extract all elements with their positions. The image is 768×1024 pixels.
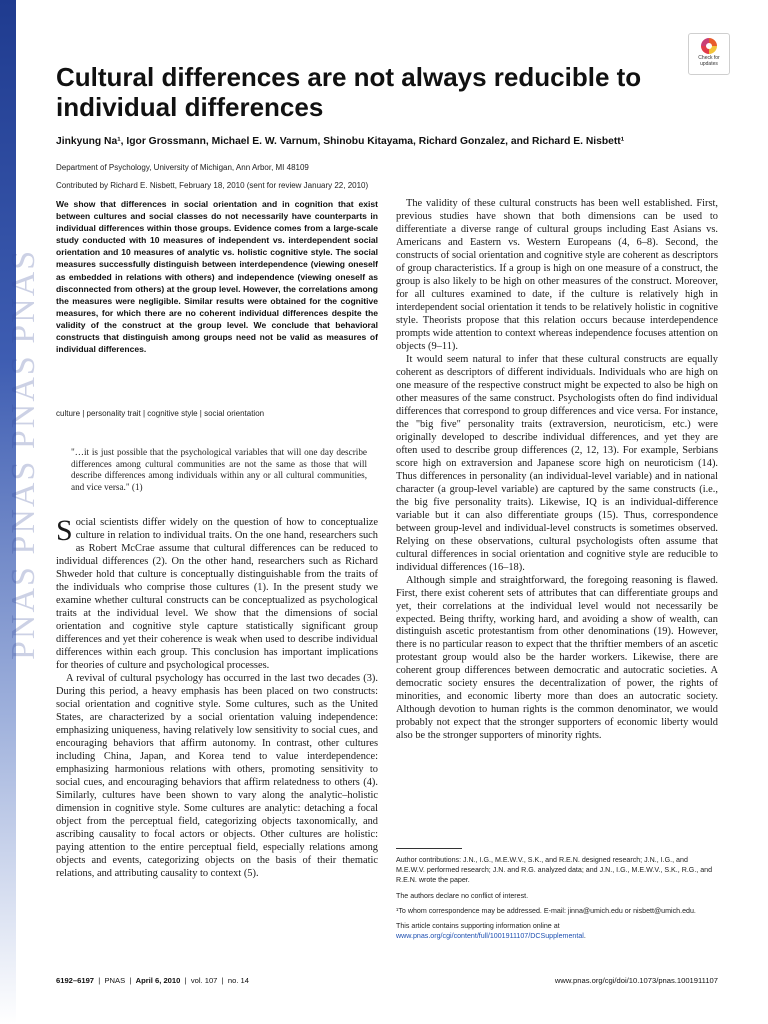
- footnote-divider: [396, 848, 462, 849]
- footer-pages: 6192–6197: [56, 976, 95, 985]
- footnote-contributions: Author contributions: J.N., I.G., M.E.W.V., S.K., and R.E.N. designed research; J.N., I.G., and M.E.W.V. performed research; J.N. and R.G. analyzed data; and J.N., I.G., M.E.W.V., S.K., R.G., and R.E.N. wrote the paper.: [396, 856, 713, 885]
- body-paragraph-3: The validity of these cultural constructs has been well established. First, previous studies have shown that both dimensions can be used to differentiate a diverse range of cultural groups including East Asians vs. Americans and Eastern vs. Western Europeans (4, 6–8). Second, the constructs of social orientation and cognitive style are coherent as descriptors of group characteristics. If a group is high on one measure of a construct, the group is also likely to be high on other measures of the construct. Moreover, for all cultures examined to date, if the culture is relatively high in interdependent social orientation it tends to be relatively holistic in cognitive style. Theorists propose that this relation occurs because interdependence prompts wide attention to context whereas independence focuses attention on objects (9–11).: [396, 198, 719, 352]
- body-paragraph-5: Although simple and straightforward, the foregoing reasoning is flawed. First, there exist coherent sets of attributes that can differentiate groups and yet, their correlations at the individual level would not necessarily be expected. Being thrifty, working hard, and avoiding a show of wealth, can distinguish ascetic protestantism from other denominations (19). However, there is no particular reason to expect that the thriftier members of an ascetic protestant group would also be the harder workers. Likewise, there are coherent group differences between democratic and autocratic societies. A democratic society ensures the decentralization of power, the rights of minorities, and economic liberty more than does an autocratic society. Although devotion to human rights is the common denominator, we would probably not expect that the stronger supporters of economic liberty would also be the stronger supporters of minority rights.: [396, 574, 718, 742]
- epigraph-quote: "…it is just possible that the psychological variables that will one day describe differences among cultural communities are not the same as those that will describe differences among individuals within any or all cultural communities, and vice versa." (1): [71, 447, 367, 492]
- contributed-by: Contributed by Richard E. Nisbett, February 18, 2010 (sent for review January 22, 2010): [56, 181, 369, 190]
- footer-journal: PNAS: [104, 976, 126, 985]
- footer-date: April 6, 2010: [135, 976, 181, 985]
- footnote-supporting: [396, 921, 718, 941]
- footer-doi-link[interactable]: www.pnas.org/cgi/doi/10.1073/pnas.1001911107: [554, 976, 718, 985]
- footer-volume: vol. 107: [190, 976, 218, 985]
- supporting-info-link[interactable]: www.pnas.org/cgi/content/full/1001911107/DCSupplemental: [396, 932, 584, 941]
- pnas-watermark: [1, 20, 47, 660]
- author-list: Jinkyung Na¹, Igor Grossmann, Michael E. W. Varnum, Shinobu Kitayama, Richard Gonzalez, and Richard E. Nisbett¹: [56, 136, 625, 147]
- supporting-suffix: .: [583, 932, 586, 941]
- body-left-column: [56, 514, 378, 881]
- footnote-correspondence: ¹To whom correspondence may be addressed. E-mail: jinna@umich.edu or nisbett@umich.edu.: [396, 906, 696, 915]
- affiliation: Department of Psychology, University of Michigan, Ann Arbor, MI 48109: [56, 163, 309, 172]
- supporting-prefix: This article contains supporting information online at: [396, 922, 560, 931]
- body-paragraph-2: A revival of cultural psychology has occurred in the last two decades (3). During this period, a heavy emphasis has been placed on two constructs: social orientation and cognitive style. Some cultures, such as the United States, are characterized by a social orientation valuing independence: emphasizing uniqueness, having relatively low sensitivity to social cues, and encouraging behaviors that affirm autonomy. In contrast, other cultures including China, Japan, and Korea tend to value interdependence: emphasizing harmonious relations with others, promoting sensitivity to social cues, and encouraging behaviors that affirm relatedness to others (4). Similarly, cultures have been shown to vary along the analytic–holistic dimension in cognitive style. Some cultures are analytic: detaching a focal object from the perceptual field, categorizing objects taxonomically, and ascribing causality to focal actors or objects. Other cultures are holistic: paying attention to the entire perceptual field, especially relations among objects and events, categorizing objects on the basis of their thematic relations, and attributing causality to context (5).: [56, 672, 378, 879]
- page-footer-left: 6192–6197 | PNAS | April 6, 2010 | vol. 107 | no. 14: [56, 976, 249, 985]
- footer-number: no. 14: [227, 976, 249, 985]
- check-for-updates-badge[interactable]: [688, 33, 730, 75]
- drop-cap: S: [56, 514, 73, 547]
- article-title: Cultural differences are not always reducible to individual differences: [56, 62, 642, 122]
- footnotes: [396, 855, 718, 946]
- body-right-column: [396, 198, 718, 743]
- paragraph-text: ocial scientists differ widely on the question of how to conceptualize culture in relation to individual traits. On the one hand, researchers such as Robert McCrae assume that cultural differences can be reduced to individual differences (2). On the other hand, researchers such as Richard Shweder hold that culture is conceptually distinguishable from the traits of the individuals who comprise those cultures (1). In the present study we examine whether cultural constructs can be conceptualized as psychological traits at the individual level. We show that the dimensions of social orientation and cognitive style capture statistically significant group differences and yet their coherence is weak when used to describe individual differences within each group. This conclusion has important implications for theories of culture and psychological processes.: [56, 517, 378, 671]
- keywords: culture | personality trait | cognitive style | social orientation: [56, 409, 265, 418]
- check-for-updates-label: Check for updates: [698, 55, 720, 67]
- pnas-watermark-text: PNAS PNAS PNAS PNAS: [5, 248, 42, 660]
- body-paragraph-1: [56, 514, 378, 673]
- footnote-conflict: The authors declare no conflict of interest.: [396, 891, 529, 900]
- abstract: We show that differences in social orientation and in cognition that exist between cultures and social classes do not necessarily have counterparts in individual differences within those groups. Evidence comes from a large-scale study conducted with 10 measures of independent vs. interdependent social orientation and 10 measures of analytic vs. holistic cognitive style. The social measures successfully distinguish between interdependence (viewing oneself as embedded in relations with others) and independence (viewing oneself as disconnected from others) at the group level. However, the correlations among the measures were negligible. Similar results were obtained for the cognitive measures, for which there are no coherent individual differences despite the validity of the construct at the group level. We conclude that behavioral constructs that distinguish among groups need not be valid as measures of individual differences.: [56, 199, 378, 355]
- body-paragraph-4: It would seem natural to infer that these cultural constructs are equally coherent as descriptors of different individuals. Individuals who are high on one measure of the respective construct might be expected to also be high on other measures of the same construct. Psychologists often do find individual differences that correspond to group differences and vice versa. For instance, the "big five" personality traits (extraversion, neuroticism, etc.) were originally developed to describe individual differences, and yet they are often used to describe group differences (2, 12, 13). For example, Serbians score high on extraversion and Japanese score high on neuroticism (14). Thus differences in personality (an individual-level variable) and in national character (a group-level variable) are captured by the same constructs (i.e., the big five personality traits). Likewise, IQ is an individual-difference variable but it can also differentiate groups (15). Thus, correspondence between group-level and individual-level constructs is sometimes observed. Relying on these observations, cultural psychologists often assume that cultural differences in social orientation and cognitive style are reducible to individual differences (16–18).: [396, 353, 718, 573]
- crossmark-icon: [701, 38, 717, 54]
